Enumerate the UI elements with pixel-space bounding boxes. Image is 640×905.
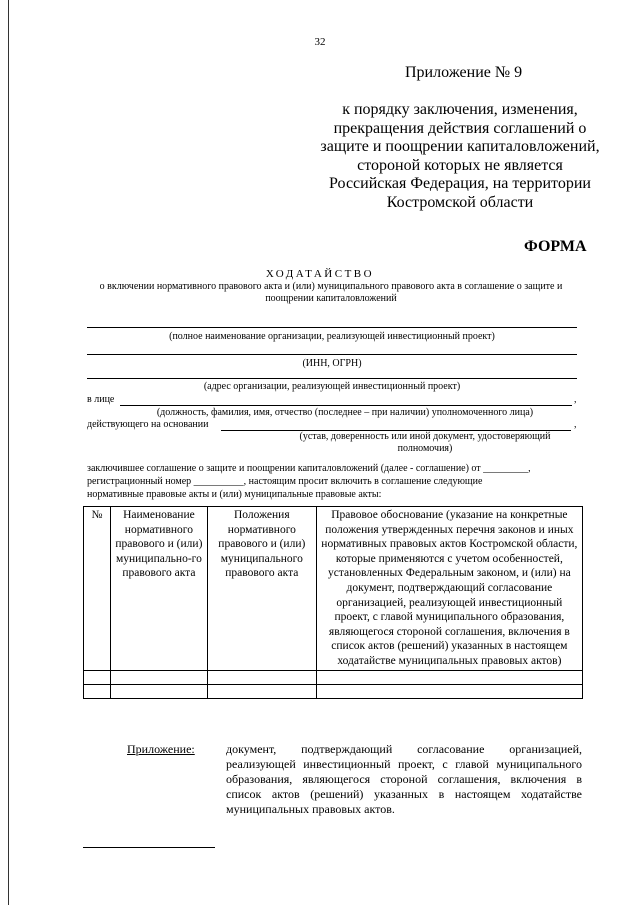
annex-note-text: документ, подтверждающий согласование организацией, реализующей инвестиционный проект, с главой муниципального образования, являющегося стороной соглашения, включения в список актов (решений) указанных в настоящем ходатайстве муниципальных правовых актов. — [226, 742, 582, 816]
in-person-label: в лице — [87, 394, 115, 405]
header-provisions: Положения нормативного правового и (или) муниципального правового акта — [207, 507, 316, 671]
petition-subtitle: о включении нормативного правового акта и (или) муниципального правового акта в соглашение о защите и поощрении капиталовложений — [99, 281, 563, 304]
position-caption: (должность, фамилия, имя, отчество (последнее – при наличии) уполномоченного лица) — [156, 407, 534, 418]
basis-comma: , — [574, 419, 577, 430]
annex-title: Приложение № 9 — [405, 64, 523, 81]
table-header-row — [84, 507, 583, 671]
inn-line — [87, 354, 577, 355]
header-legal-basis: Правовое обоснование (указание на конкретные положения утвержденных перечня законов и иных нормативных правовых актов Костромской области, которые применяются с учетом особенностей, установленных Федеральным законом, и (или) на документ, подтверждающий согласование организацией, реализующей инвестиционный проект, с главой муниципального образования, являющегося стороной соглашения, включения в список актов (решений) указанных в настоящем ходатайстве муниципальных правовых актов) — [316, 507, 582, 671]
org-name-caption: (полное наименование организации, реализующей инвестиционный проект) — [169, 331, 495, 342]
org-name-line — [87, 327, 577, 328]
in-person-line — [120, 405, 572, 406]
annex-subtitle: к порядку заключения, изменения, прекращения действия соглашений о защите и поощрении капиталовложений, стороной которых не является Российская Федерация, на территории Костромской области — [320, 101, 600, 211]
footnote-separator — [83, 847, 215, 848]
body-line-2: регистрационный номер __________, настоящим просит включить в соглашение следующие — [87, 476, 483, 487]
acts-table — [83, 506, 583, 699]
basis-label: действующего на основании — [87, 419, 209, 430]
petition-title: ХОДАТАЙСТВО — [265, 268, 375, 280]
annex-note-label: Приложение: — [127, 742, 195, 756]
page-number: 32 — [314, 36, 326, 48]
body-line-1: заключившее соглашение о защите и поощрении капиталовложений (далее - соглашение) от _________, — [87, 463, 531, 474]
scan-left-edge — [0, 0, 9, 905]
form-label: ФОРМА — [524, 238, 587, 255]
body-line-3: нормативные правовые акты и (или) муниципальные правовые акты: — [87, 489, 382, 500]
address-line — [87, 378, 577, 379]
address-caption: (адрес организации, реализующей инвестиционный проект) — [203, 381, 461, 392]
inn-caption: (ИНН, ОГРН) — [302, 358, 362, 369]
in-person-comma: , — [574, 394, 577, 405]
basis-caption: (устав, доверенность или иной документ, удостоверяющий полномочия) — [299, 431, 551, 454]
table-row — [84, 684, 583, 698]
table-row — [84, 670, 583, 684]
header-number: № — [84, 507, 111, 671]
header-act-name: Наименование нормативного правового и (или) муниципально-го правового акта — [110, 507, 207, 671]
